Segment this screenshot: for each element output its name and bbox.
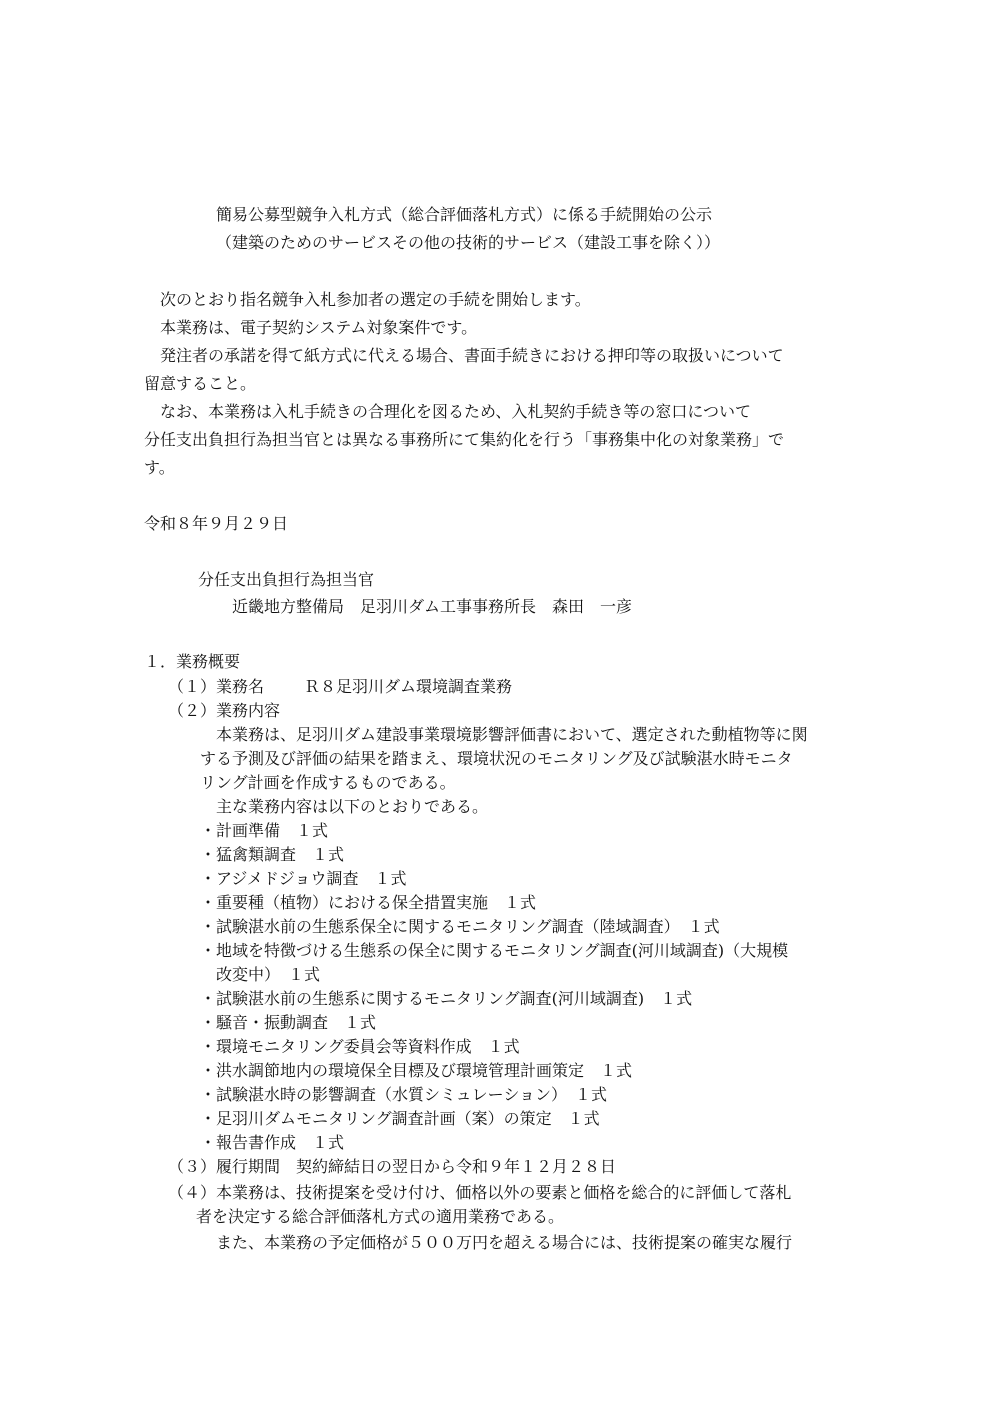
issuer-title: 分任支出負担行為担当官: [198, 570, 375, 589]
item-2-body-line-2: する予測及び評価の結果を踏まえ、環境状況のモニタリング及び試験湛水時モニタ: [200, 749, 793, 768]
task-item: ・試験湛水前の生態系に関するモニタリング調査(河川域調査) １式: [200, 989, 693, 1008]
item-2-body-line-1: 本業務は、足羽川ダム建設事業環境影響評価書において、選定された動植物等に関: [216, 725, 808, 744]
item-2-label: （２）業務内容: [168, 701, 281, 720]
task-item-continuation: 改変中） １式: [216, 965, 321, 984]
task-item: ・アジメドジョウ調査 １式: [200, 869, 407, 888]
intro-paragraph-3-line-2: 留意すること。: [144, 374, 257, 393]
item-1-label: （１）業務名: [168, 677, 265, 696]
notice-subtitle: （建築のためのサービスその他の技術的サービス（建設工事を除く））: [216, 233, 721, 252]
task-item: ・足羽川ダムモニタリング調査計画（案）の策定 １式: [200, 1109, 600, 1128]
intro-paragraph-1: 次のとおり指名競争入札参加者の選定の手続を開始します。: [160, 290, 591, 309]
intro-paragraph-3-line-1: 発注者の承諾を得て紙方式に代える場合、書面手続きにおける押印等の取扱いについて: [160, 346, 784, 365]
notice-title: 簡易公募型競争入札方式（総合評価落札方式）に係る手続開始の公示: [216, 205, 713, 224]
item-1-value: Ｒ８足羽川ダム環境調査業務: [304, 677, 513, 696]
task-item: ・重要種（植物）における保全措置実施 １式: [200, 893, 537, 912]
item-4-line-3: また、本業務の予定価格が５００万円を超える場合には、技術提案の確実な履行: [216, 1233, 793, 1252]
item-2-intro: 主な業務内容は以下のとおりである。: [216, 797, 489, 816]
intro-paragraph-4-line-3: す。: [144, 458, 175, 477]
item-4-line-1: （４）本業務は、技術提案を受け付け、価格以外の要素と価格を総合的に評価して落札: [168, 1183, 792, 1202]
item-3-period: （３）履行期間 契約締結日の翌日から令和９年１２月２８日: [168, 1157, 617, 1176]
item-2-body-line-3: リング計画を作成するものである。: [200, 773, 456, 792]
task-item: ・騒音・振動調査 １式: [200, 1013, 377, 1032]
task-item: ・洪水調節地内の環境保全目標及び環境管理計画策定 １式: [200, 1061, 633, 1080]
issuer-office: 近畿地方整備局 足羽川ダム工事事務所長 森田 一彦: [232, 597, 633, 616]
task-item: ・計画準備 １式: [200, 821, 329, 840]
section-1-heading: １．業務概要: [144, 652, 241, 671]
task-item: ・報告書作成 １式: [200, 1133, 345, 1152]
task-item: ・試験湛水時の影響調査（水質シミュレーション） １式: [200, 1085, 608, 1104]
task-item: ・試験湛水前の生態系保全に関するモニタリング調査（陸域調査） １式: [200, 917, 720, 936]
task-item: ・地域を特徴づける生態系の保全に関するモニタリング調査(河川域調査)（大規模: [200, 941, 789, 960]
intro-paragraph-4-line-1: なお、本業務は入札手続きの合理化を図るため、入札契約手続き等の窓口について: [160, 402, 752, 421]
item-4-line-2: 者を決定する総合評価落札方式の適用業務である。: [196, 1207, 565, 1226]
task-item: ・環境モニタリング委員会等資料作成 １式: [200, 1037, 520, 1056]
notice-date: 令和８年９月２９日: [144, 514, 289, 533]
intro-paragraph-4-line-2: 分任支出負担行為担当官とは異なる事務所にて集約化を行う「事務集中化の対象業務」で: [144, 430, 785, 449]
intro-paragraph-2: 本業務は、電子契約システム対象案件です。: [160, 318, 478, 337]
task-item: ・猛禽類調査 １式: [200, 845, 345, 864]
